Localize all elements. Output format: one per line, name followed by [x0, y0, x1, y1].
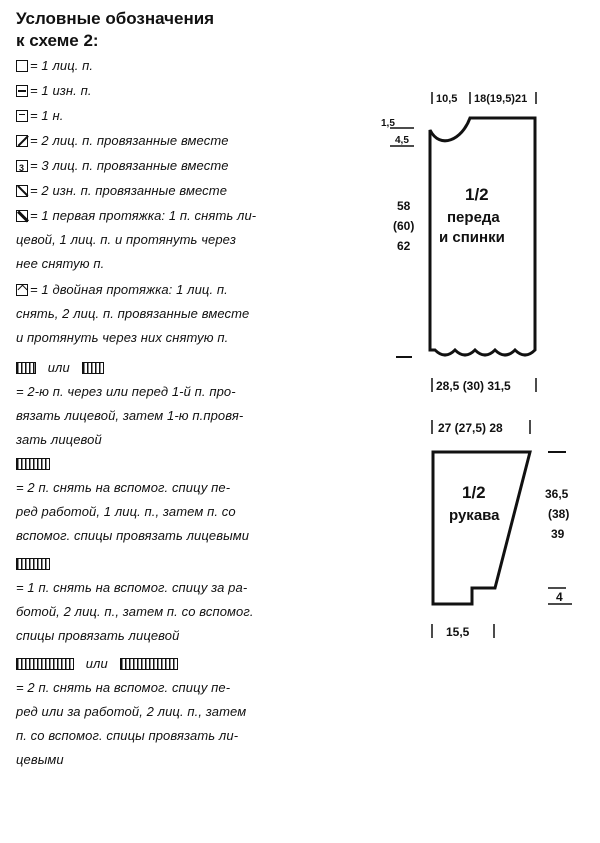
cross2-line2: ред работой, 1 лиц. п., затем п. со [16, 504, 236, 519]
legend-item-yo: = 1 н. [16, 106, 376, 126]
front-label-line2: переда [447, 209, 500, 226]
cross3-line1: = 1 п. снять на вспомог. спицу за ра- [16, 580, 248, 595]
cross1-line1: = 2-ю п. через или перед 1-й п. про- [16, 384, 236, 399]
front-top-left-width: 10,5 [436, 93, 458, 105]
sleeve-height-3: 39 [551, 527, 565, 541]
cross1-symbols: или [16, 358, 376, 378]
legend-item-double-line3: и протянуть через них снятую п. [16, 330, 229, 345]
sleeve-height-2: (38) [548, 507, 570, 521]
legend-title: Условные обозначения [16, 9, 215, 28]
legend-item-k3tog: 3= 3 лиц. п. провязанные вместе [16, 156, 376, 176]
legend-item-p2tog: = 2 изн. п. провязанные вместе [16, 181, 376, 201]
sleeve-cuff-height: 4 [556, 590, 563, 604]
front-label-fraction: 1/2 [465, 185, 489, 204]
cross4-line2: ред или за работой, 2 лиц. п., затем [16, 704, 247, 719]
legend-item-double-line2: снять, 2 лиц. п. провязанные вместе [16, 306, 250, 321]
legend-item-ssk-line3: нее снятую п. [16, 256, 105, 271]
legend-item-purl: = 1 изн. п. [16, 81, 376, 101]
legend-item-ssk-line2: цевой, 1 лиц. п. и протянуть через [16, 232, 237, 247]
sleeve-bottom-width: 15,5 [446, 625, 470, 639]
cross2-line3: вспомог. спицы провязать лицевыми [16, 528, 250, 543]
sleeve-top-width: 27 (27,5) 28 [438, 421, 503, 435]
sleeve-label-line2: рукава [449, 507, 500, 524]
cross4-line3: п. со вспомог. спицы провязать ли- [16, 728, 239, 743]
sleeve-outline [433, 452, 530, 604]
cross4-line1: = 2 п. снять на вспомог. спицу пе- [16, 680, 231, 695]
cross3-line2: ботой, 2 лиц. п., затем п. со вспомог. [16, 604, 254, 619]
front-top-right-width: 18(19,5)21 [474, 93, 528, 105]
cross3-line3: спицы провязать лицевой [16, 628, 180, 643]
sleeve-label-fraction: 1/2 [462, 483, 486, 502]
sleeve-labels [438, 421, 569, 639]
cross4-symbols: или [16, 654, 376, 674]
legend-item-ssk: = 1 первая протяжка: 1 п. снять ли- [16, 206, 376, 226]
front-label-line3: и спинки [439, 229, 505, 246]
neck-depth-top: 1,5 [381, 118, 395, 129]
front-height-3: 62 [397, 239, 411, 253]
cross2-line1: = 2 п. снять на вспомог. спицу пе- [16, 480, 231, 495]
front-height-2: (60) [393, 219, 415, 233]
legend-subtitle: к схеме 2: [16, 31, 99, 50]
front-height-1: 58 [397, 199, 411, 213]
cross1-line2: вязать лицевой, затем 1-ю п.провя- [16, 408, 244, 423]
sleeve-height-1: 36,5 [545, 487, 569, 501]
legend-item-double: = 1 двойная протяжка: 1 лиц. п. [16, 280, 376, 300]
cross1-line3: зать лицевой [16, 432, 102, 447]
cross4-line4: цевыми [16, 752, 64, 767]
legend-item-knit: = 1 лиц. п. [16, 56, 376, 76]
neck-depth-bottom: 4,5 [395, 135, 409, 146]
legend-item-k2tog: = 2 лиц. п. провязанные вместе [16, 131, 376, 151]
front-bottom-width: 28,5 (30) 31,5 [436, 379, 511, 393]
